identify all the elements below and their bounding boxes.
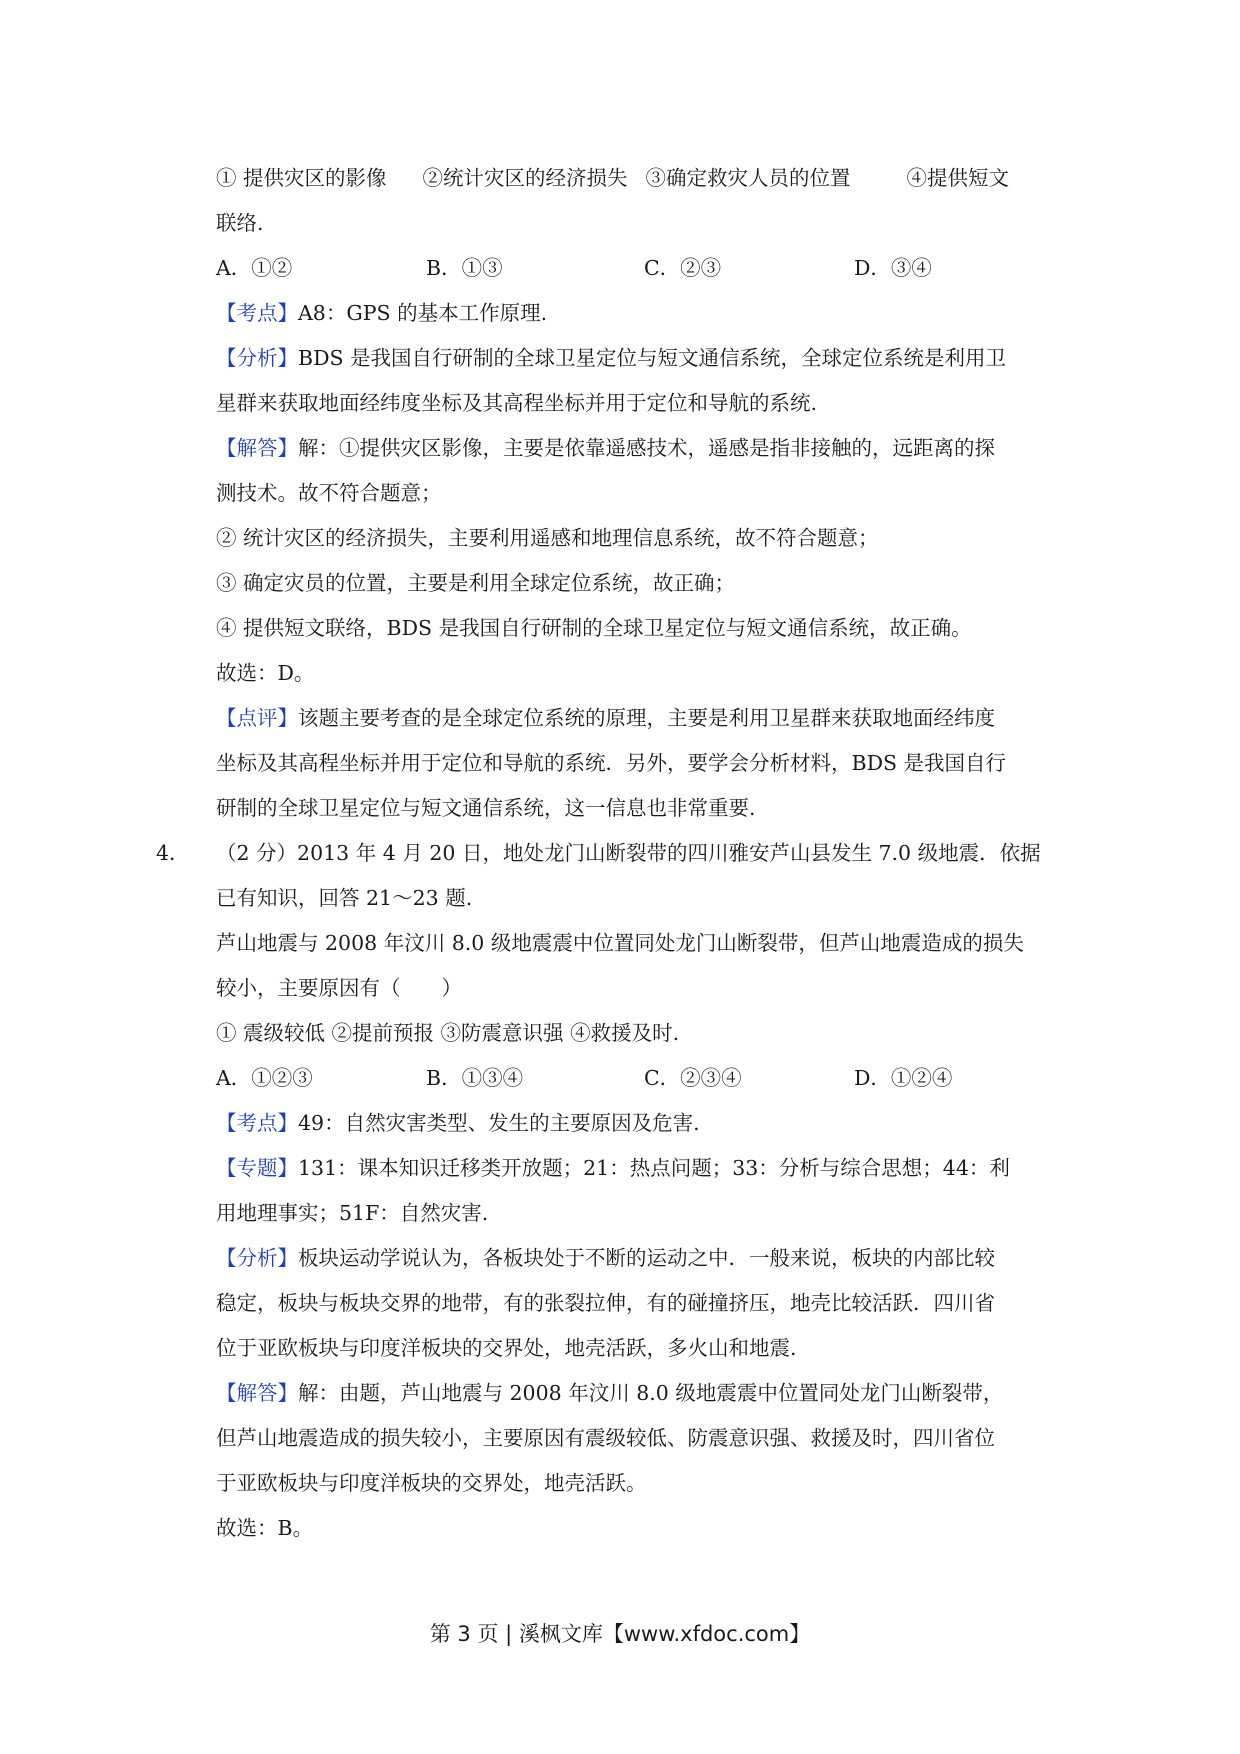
q4-jieda-line-4: 故选：B。 — [216, 1516, 314, 1540]
kaodian-text: 49：自然灾害类型、发生的主要原因及危害. — [298, 1111, 700, 1135]
q3-option-c: C．②③ — [644, 256, 722, 280]
q4-line-4: 较小，主要原因有（ ） — [216, 976, 462, 1000]
q3-option-a: A．①② — [216, 256, 293, 280]
q4-zhuanti-line-1 — [216, 1146, 1056, 1191]
q4-jieda-line-1 — [216, 1371, 1056, 1416]
q3-option-b: B．①③ — [426, 256, 503, 280]
q3-item-4: ④提供短文 — [906, 166, 1010, 190]
q4-line-3: 芦山地震与 2008 年汶川 8.0 级地震震中位置同处龙门山断裂带，但芦山地震造成的损失 — [216, 931, 1024, 955]
q3-dianping-line-1 — [216, 696, 1056, 741]
q3-jieda-line-5: ④ 提供短文联络，BDS 是我国自行研制的全球卫星定位与短文通信系统，故正确。 — [216, 616, 972, 640]
q4-jieda-line-3: 于亚欧板块与印度洋板块的交界处，地壳活跃。 — [216, 1471, 647, 1495]
q4-stem: （2 分）2013 年 4 月 20 日，地处龙门山断裂带的四川雅安芦山县发生 7.0 级地震．依据 — [216, 841, 1041, 865]
kaodian-tag: 【考点】 — [216, 301, 298, 325]
q3-kaodian — [216, 291, 1056, 336]
q4-line-2: 已有知识，回答 21～23 题. — [216, 886, 473, 910]
q4-kaodian — [216, 1101, 1056, 1146]
q4-line-5: ① 震级较低 ②提前预报 ③防震意识强 ④救援及时. — [216, 1021, 680, 1045]
q3-jieda-line-1 — [216, 426, 1056, 471]
zhuanti-tag: 【专题】 — [216, 1156, 298, 1180]
jieda-tag: 【解答】 — [216, 1381, 298, 1405]
kaodian-text: A8：GPS 的基本工作原理. — [298, 301, 548, 325]
q4-fenxi-line-3: 位于亚欧板块与印度洋板块的交界处，地壳活跃，多火山和地震. — [216, 1336, 797, 1360]
dianping-tag: 【点评】 — [216, 706, 298, 730]
q4-option-d: D．①②④ — [854, 1066, 953, 1090]
q4-options — [216, 1056, 1056, 1101]
q4-zhuanti-line-2: 用地理事实；51F：自然灾害. — [216, 1201, 489, 1225]
jieda-text: 解：由题，芦山地震与 2008 年汶川 8.0 级地震震中位置同处龙门山断裂带， — [298, 1381, 1004, 1405]
q4-fenxi-line-2: 稳定，板块与板块交界的地带，有的张裂拉伸，有的碰撞挤压，地壳比较活跃．四川省 — [216, 1291, 995, 1315]
q4-number: 4． — [156, 841, 190, 865]
q3-jieda-line-2: 测技术。故不符合题意； — [216, 481, 442, 505]
q3-option-d: D．③④ — [854, 256, 932, 280]
q3-jieda-line-6: 故选：D。 — [216, 661, 315, 685]
fenxi-text: 板块运动学说认为，各板块处于不断的运动之中．一般来说，板块的内部比较 — [298, 1246, 995, 1270]
q4-line-1 — [156, 831, 1056, 876]
fenxi-tag: 【分析】 — [216, 1246, 298, 1270]
dianping-text: 该题主要考查的是全球定位系统的原理，主要是利用卫星群来获取地面经纬度 — [298, 706, 995, 730]
fenxi-tag: 【分析】 — [216, 346, 298, 370]
q4-option-c: C．②③④ — [644, 1066, 742, 1090]
jieda-tag: 【解答】 — [216, 436, 298, 460]
q3-item-2: ②统计灾区的经济损失 — [422, 166, 628, 190]
q3-items-line — [216, 156, 1056, 201]
zhuanti-text: 131：课本知识迁移类开放题；21：热点问题；33：分析与综合思想；44：利 — [298, 1156, 1010, 1180]
kaodian-tag: 【考点】 — [216, 1111, 298, 1135]
q3-jieda-line-3: ② 统计灾区的经济损失，主要利用遥感和地理信息系统，故不符合题意； — [216, 526, 879, 550]
page-content — [156, 156, 1056, 1551]
fenxi-text: BDS 是我国自行研制的全球卫星定位与短文通信系统，全球定位系统是利用卫 — [298, 346, 1007, 370]
q3-dianping-line-3: 研制的全球卫星定位与短文通信系统，这一信息也非常重要. — [216, 796, 756, 820]
jieda-text: 解：①提供灾区影像，主要是依靠遥感技术，遥感是指非接触的，远距离的探 — [298, 436, 995, 460]
q4-option-a: A．①②③ — [216, 1066, 313, 1090]
q4-fenxi-line-1 — [216, 1236, 1056, 1281]
q3-item-3: ③确定救灾人员的位置 — [645, 166, 851, 190]
q3-fenxi-line-2: 星群来获取地面经纬度坐标及其高程坐标并用于定位和导航的系统. — [216, 391, 818, 415]
q3-fenxi-line-1 — [216, 336, 1056, 381]
q3-item-1: ① 提供灾区的影像 — [216, 166, 387, 190]
q3-items-cont: 联络. — [216, 211, 264, 235]
q4-jieda-line-2: 但芦山地震造成的损失较小，主要原因有震级较低、防震意识强、救援及时，四川省位 — [216, 1426, 995, 1450]
q3-dianping-line-2: 坐标及其高程坐标并用于定位和导航的系统．另外，要学会分析材料，BDS 是我国自行 — [216, 751, 1007, 775]
page-footer: 第 3 页 | 溪枫文库【www.xfdoc.com】 — [429, 1622, 811, 1646]
q3-jieda-line-4: ③ 确定灾员的位置，主要是利用全球定位系统，故正确； — [216, 571, 736, 595]
q4-option-b: B．①③④ — [426, 1066, 524, 1090]
q3-options — [216, 246, 1056, 291]
